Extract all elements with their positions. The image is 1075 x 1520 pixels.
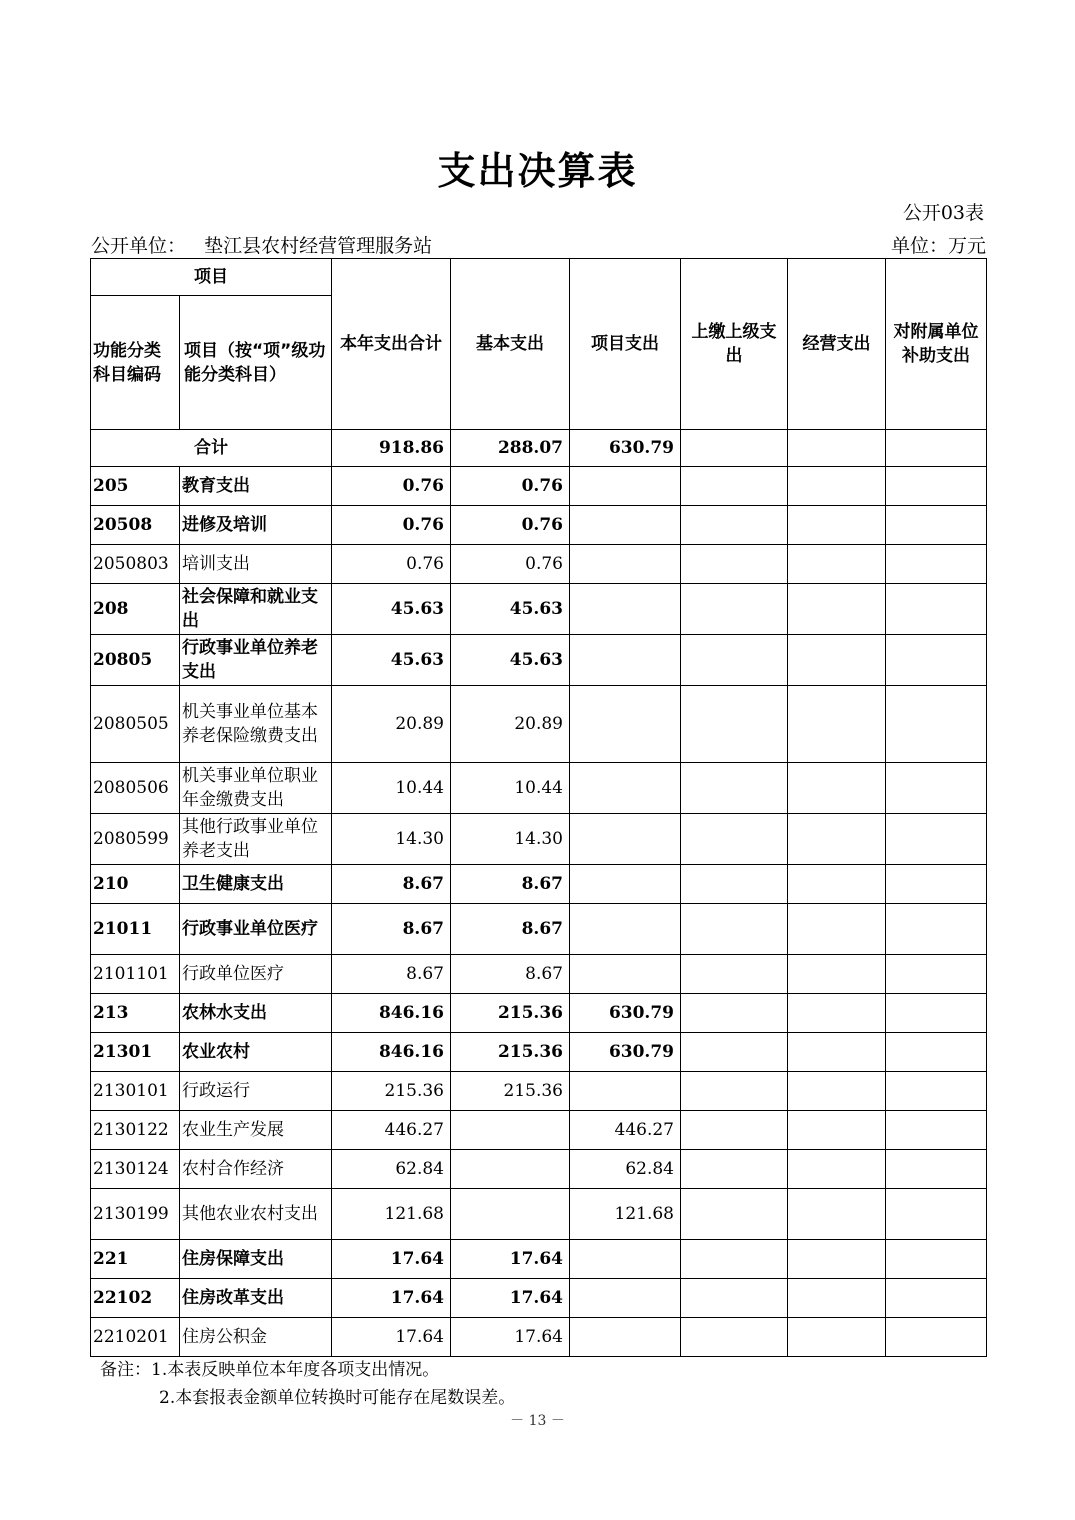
table-row: [91, 1072, 987, 1111]
row-upper: [681, 955, 788, 994]
row-subsidiary: [886, 904, 987, 955]
table-row: [91, 1279, 987, 1318]
row-code: 21011: [91, 904, 180, 955]
row-upper: [681, 1072, 788, 1111]
row-business: [788, 1072, 886, 1111]
row-business: [788, 994, 886, 1033]
row-upper: [681, 506, 788, 545]
header-func-code: 功能分类科目编码: [91, 296, 180, 430]
row-project: [570, 865, 681, 904]
row-basic: 14.30: [451, 814, 570, 865]
table-row: [91, 1111, 987, 1150]
total-business: [788, 430, 886, 467]
row-business: [788, 814, 886, 865]
row-name: 住房公积金: [180, 1318, 332, 1357]
row-subsidiary: [886, 1111, 987, 1150]
row-upper: [681, 1279, 788, 1318]
row-business: [788, 467, 886, 506]
row-upper: [681, 545, 788, 584]
row-total: 20.89: [332, 686, 451, 763]
header-total: 本年支出合计: [332, 259, 451, 430]
table-row: [91, 955, 987, 994]
row-total: 446.27: [332, 1111, 451, 1150]
row-upper: [681, 904, 788, 955]
row-business: [788, 1111, 886, 1150]
row-code: 2130199: [91, 1189, 180, 1240]
row-basic: 17.64: [451, 1240, 570, 1279]
currency-unit: 单位：万元: [890, 235, 986, 257]
row-business: [788, 545, 886, 584]
table-row: [91, 1240, 987, 1279]
row-name: 其他行政事业单位养老支出: [180, 814, 332, 865]
row-business: [788, 904, 886, 955]
row-name: 机关事业单位基本养老保险缴费支出: [180, 686, 332, 763]
row-business: [788, 1279, 886, 1318]
row-basic: 17.64: [451, 1318, 570, 1357]
row-subsidiary: [886, 814, 987, 865]
row-business: [788, 584, 886, 635]
row-total: 10.44: [332, 763, 451, 814]
row-basic: [451, 1189, 570, 1240]
table-row: [91, 763, 987, 814]
row-project: [570, 904, 681, 955]
row-project: [570, 467, 681, 506]
row-total: 0.76: [332, 467, 451, 506]
row-project: [570, 1318, 681, 1357]
row-basic: 17.64: [451, 1279, 570, 1318]
row-code: 2080505: [91, 686, 180, 763]
row-code: 20805: [91, 635, 180, 686]
row-project: [570, 506, 681, 545]
row-code: 2050803: [91, 545, 180, 584]
row-project: 630.79: [570, 994, 681, 1033]
row-name: 行政事业单位医疗: [180, 904, 332, 955]
table-row: [91, 1189, 987, 1240]
header-business: 经营支出: [788, 259, 886, 430]
row-code: 2130124: [91, 1150, 180, 1189]
row-upper: [681, 686, 788, 763]
row-total: 17.64: [332, 1279, 451, 1318]
total-upper: [681, 430, 788, 467]
header-upper-level: 上缴上级支出: [681, 259, 788, 430]
row-total: 8.67: [332, 865, 451, 904]
table-row: [91, 584, 987, 635]
row-upper: [681, 814, 788, 865]
row-project: 121.68: [570, 1189, 681, 1240]
row-total: 846.16: [332, 994, 451, 1033]
row-upper: [681, 1318, 788, 1357]
row-code: 210: [91, 865, 180, 904]
row-subsidiary: [886, 545, 987, 584]
row-upper: [681, 467, 788, 506]
row-upper: [681, 1150, 788, 1189]
page-number: － 13 －: [510, 1413, 565, 1429]
row-basic: 215.36: [451, 1033, 570, 1072]
row-subsidiary: [886, 1240, 987, 1279]
table-row: [91, 1033, 987, 1072]
row-subsidiary: [886, 1072, 987, 1111]
row-subsidiary: [886, 584, 987, 635]
row-basic: 215.36: [451, 994, 570, 1033]
row-code: 221: [91, 1240, 180, 1279]
row-code: 2101101: [91, 955, 180, 994]
row-basic: [451, 1150, 570, 1189]
row-business: [788, 1318, 886, 1357]
row-name: 其他农业农村支出: [180, 1189, 332, 1240]
row-total: 215.36: [332, 1072, 451, 1111]
row-code: 2080599: [91, 814, 180, 865]
row-upper: [681, 1111, 788, 1150]
row-project: [570, 1072, 681, 1111]
row-name: 进修及培训: [180, 506, 332, 545]
table-row: [91, 814, 987, 865]
total-project: 630.79: [570, 430, 681, 467]
row-name: 农业农村: [180, 1033, 332, 1072]
row-total: 121.68: [332, 1189, 451, 1240]
header-project-expenditure: 项目支出: [570, 259, 681, 430]
row-code: 2130122: [91, 1111, 180, 1150]
row-name: 行政运行: [180, 1072, 332, 1111]
row-code: 213: [91, 994, 180, 1033]
row-name: 教育支出: [180, 467, 332, 506]
row-basic: 0.76: [451, 467, 570, 506]
reporting-unit: [91, 231, 432, 258]
row-business: [788, 1189, 886, 1240]
row-name: 住房改革支出: [180, 1279, 332, 1318]
row-subsidiary: [886, 994, 987, 1033]
row-upper: [681, 763, 788, 814]
total-label: 合计: [91, 430, 332, 467]
row-upper: [681, 635, 788, 686]
header-basic: 基本支出: [451, 259, 570, 430]
row-name: 社会保障和就业支出: [180, 584, 332, 635]
row-basic: 0.76: [451, 506, 570, 545]
row-basic: 215.36: [451, 1072, 570, 1111]
page-title: 支出决算表: [437, 149, 638, 193]
row-total: 846.16: [332, 1033, 451, 1072]
row-code: 22102: [91, 1279, 180, 1318]
row-basic: 8.67: [451, 955, 570, 994]
row-code: 2080506: [91, 763, 180, 814]
note-1: 备注：1.本表反映单位本年度各项支出情况。: [100, 1360, 440, 1380]
row-project: [570, 1240, 681, 1279]
row-subsidiary: [886, 686, 987, 763]
row-business: [788, 763, 886, 814]
row-business: [788, 865, 886, 904]
row-code: 21301: [91, 1033, 180, 1072]
row-project: [570, 1279, 681, 1318]
row-project: [570, 814, 681, 865]
total-subsidiary: [886, 430, 987, 467]
note-2: 2.本套报表金额单位转换时可能存在尾数误差。: [159, 1388, 516, 1408]
row-total: 14.30: [332, 814, 451, 865]
row-code: 20508: [91, 506, 180, 545]
row-subsidiary: [886, 1033, 987, 1072]
row-upper: [681, 584, 788, 635]
row-name: 农村合作经济: [180, 1150, 332, 1189]
row-basic: 8.67: [451, 865, 570, 904]
row-subsidiary: [886, 955, 987, 994]
unit-name: 垫江县农村经营管理服务站: [204, 235, 433, 257]
row-subsidiary: [886, 635, 987, 686]
row-business: [788, 635, 886, 686]
row-project: [570, 635, 681, 686]
table-row: [91, 545, 987, 584]
total-row: [91, 430, 987, 467]
total-value: 918.86: [332, 430, 451, 467]
row-name: 农业生产发展: [180, 1111, 332, 1150]
row-code: 208: [91, 584, 180, 635]
row-total: 8.67: [332, 955, 451, 994]
table-row: [91, 1318, 987, 1357]
row-subsidiary: [886, 865, 987, 904]
table-row: [91, 1150, 987, 1189]
header-project: 项目: [91, 259, 332, 296]
row-total: 17.64: [332, 1318, 451, 1357]
notes: [100, 1356, 515, 1412]
unit-label: 公开单位：: [91, 235, 187, 257]
row-project: [570, 545, 681, 584]
row-total: 0.76: [332, 545, 451, 584]
table-row: [91, 506, 987, 545]
table-row: [91, 635, 987, 686]
row-project: 630.79: [570, 1033, 681, 1072]
row-business: [788, 506, 886, 545]
row-name: 行政单位医疗: [180, 955, 332, 994]
table-row: [91, 904, 987, 955]
row-business: [788, 955, 886, 994]
row-subsidiary: [886, 763, 987, 814]
row-project: [570, 763, 681, 814]
table-row: [91, 467, 987, 506]
row-upper: [681, 994, 788, 1033]
table-row: [91, 994, 987, 1033]
row-basic: 10.44: [451, 763, 570, 814]
row-subsidiary: [886, 506, 987, 545]
row-basic: 20.89: [451, 686, 570, 763]
row-business: [788, 1033, 886, 1072]
row-project: 62.84: [570, 1150, 681, 1189]
row-basic: 0.76: [451, 545, 570, 584]
row-basic: 8.67: [451, 904, 570, 955]
row-total: 45.63: [332, 584, 451, 635]
row-subsidiary: [886, 1150, 987, 1189]
row-name: 卫生健康支出: [180, 865, 332, 904]
row-project: [570, 686, 681, 763]
header-item-name: 项目（按“项”级功能分类科目）: [180, 296, 332, 430]
row-project: [570, 584, 681, 635]
row-business: [788, 1240, 886, 1279]
row-total: 8.67: [332, 904, 451, 955]
row-subsidiary: [886, 1189, 987, 1240]
row-code: 2130101: [91, 1072, 180, 1111]
row-project: [570, 955, 681, 994]
row-name: 培训支出: [180, 545, 332, 584]
row-name: 机关事业单位职业年金缴费支出: [180, 763, 332, 814]
row-total: 62.84: [332, 1150, 451, 1189]
row-upper: [681, 865, 788, 904]
row-subsidiary: [886, 1279, 987, 1318]
row-code: 205: [91, 467, 180, 506]
total-basic: 288.07: [451, 430, 570, 467]
row-basic: 45.63: [451, 635, 570, 686]
row-total: 0.76: [332, 506, 451, 545]
row-subsidiary: [886, 467, 987, 506]
row-name: 农林水支出: [180, 994, 332, 1033]
row-total: 17.64: [332, 1240, 451, 1279]
row-basic: [451, 1111, 570, 1150]
row-upper: [681, 1240, 788, 1279]
header-subsidiary: 对附属单位补助支出: [886, 259, 987, 430]
table-row: [91, 686, 987, 763]
row-subsidiary: [886, 1318, 987, 1357]
row-upper: [681, 1033, 788, 1072]
row-project: 446.27: [570, 1111, 681, 1150]
form-number: 公开03表: [902, 202, 984, 224]
row-name: 行政事业单位养老支出: [180, 635, 332, 686]
row-business: [788, 686, 886, 763]
row-upper: [681, 1189, 788, 1240]
expenditure-table: [90, 258, 987, 1357]
row-total: 45.63: [332, 635, 451, 686]
table-row: [91, 865, 987, 904]
row-name: 住房保障支出: [180, 1240, 332, 1279]
row-code: 2210201: [91, 1318, 180, 1357]
row-business: [788, 1150, 886, 1189]
row-basic: 45.63: [451, 584, 570, 635]
